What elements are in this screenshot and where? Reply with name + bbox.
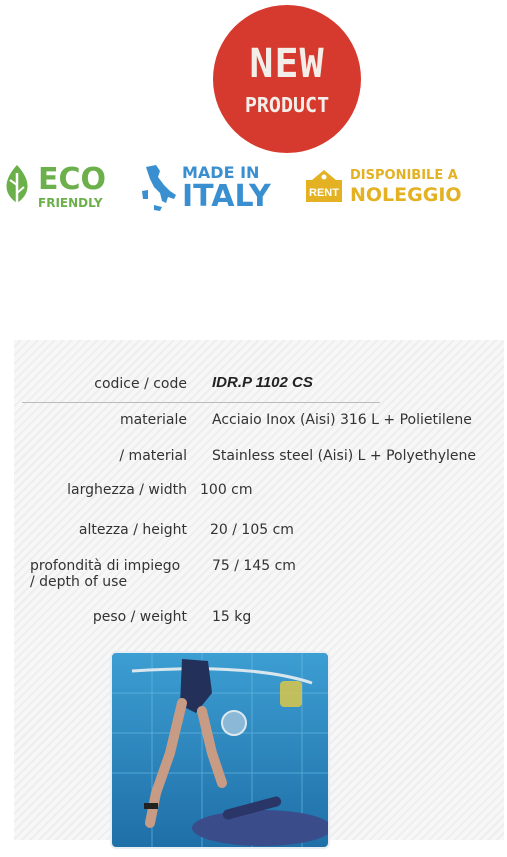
width-value: 100 cm — [200, 482, 253, 498]
height-label: altezza / height — [78, 522, 187, 538]
product-photo — [110, 651, 330, 849]
depth-label — [30, 558, 190, 590]
material-it-label: materiale — [119, 412, 187, 428]
made-in-italy-feature — [140, 163, 271, 213]
noleggio-label: NOLEGGIO — [350, 184, 462, 206]
badge-subtitle: PRODUCT — [244, 93, 330, 117]
code-label: codice / code — [94, 376, 187, 392]
leaf-icon — [0, 163, 34, 211]
italy-label: ITALY — [182, 178, 271, 214]
code-value: IDR.P 1102 CS — [212, 374, 313, 391]
disponibile-label: DISPONIBILE A — [350, 168, 458, 183]
height-value: 20 / 105 cm — [210, 522, 294, 538]
badge-title: NEW — [249, 41, 325, 87]
eco-friendly-feature — [0, 163, 106, 211]
made-in-label: MADE IN — [182, 162, 260, 182]
material-it-value: Acciaio Inox (Aisi) 316 L + Polietilene — [212, 412, 472, 428]
depth-label-line2: / depth of use — [30, 574, 128, 590]
rent-tag-icon — [302, 168, 346, 206]
material-en-label: / material — [119, 448, 187, 464]
depth-label-line1: profondità di impiego — [30, 558, 181, 574]
friendly-label: FRIENDLY — [38, 196, 103, 210]
new-product-badge — [213, 5, 361, 153]
weight-value: 15 kg — [212, 609, 252, 625]
width-label: larghezza / width — [67, 482, 187, 498]
weight-label: peso / weight — [92, 609, 187, 625]
rent-tag-text: RENT — [309, 187, 339, 199]
rent-feature — [302, 168, 462, 206]
divider — [22, 402, 380, 403]
depth-value: 75 / 145 cm — [212, 558, 296, 574]
italy-map-icon — [140, 163, 180, 213]
material-en-value: Stainless steel (Aisi) L + Polyethylene — [212, 448, 476, 464]
eco-label: ECO — [38, 162, 107, 197]
